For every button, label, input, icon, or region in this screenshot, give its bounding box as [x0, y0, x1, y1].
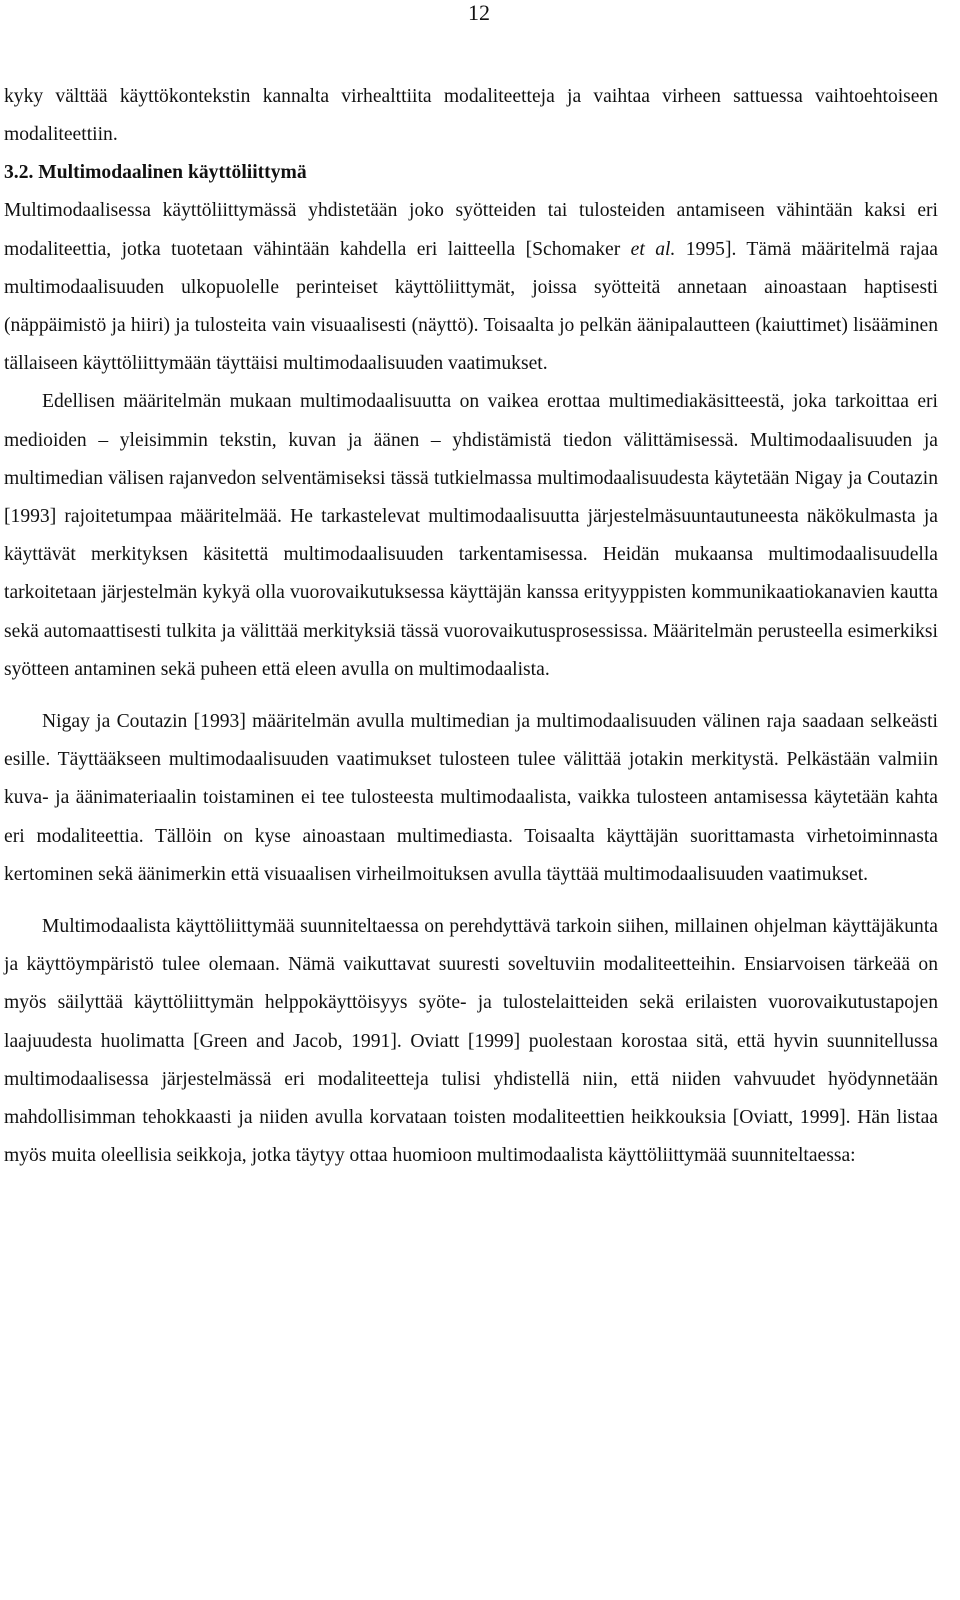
paragraph-nigay-coutaz: Nigay ja Coutazin [1993] määritelmän avulla multimedian ja multimodaalisuuden välinen raja saadaan selkeästi esille. Täyttääkseen multimodaalisuuden vaatimukset tulosteen tulee välittää jotakin merkitystä. Pelkästään valmiin kuva- ja äänimateriaalin toistaminen ei tee tulosteesta multimodaalista, vaikka tulosteen antamisessa käytetään kahta eri modaliteettia. Tällöin on kyse ainoastaan multimediasta. Toisaalta käyttäjän suorittamasta virhetoiminnasta kertominen sekä äänimerkin että visuaalisen virheilmoituksen avulla täyttää multimodaalisuuden vaatimukset.: [4, 711, 938, 885]
paragraph-definition-text-2: 1995]. Tämä määritelmä rajaa multimodaalisuuden ulkopuolelle perinteiset käyttöliittymät, joissa syötteitä annetaan ainoastaan haptisesti (näppäimistö ja hiiri) ja tulosteita vain visuaalisesti (näyttö). Toisaalta jo pelkän äänipalautteen (kaiuttimet) lisääminen tällaiseen käyttöliittymään täyttäisi multimodaalisuuden vaatimukset.: [4, 238, 938, 375]
paragraph-design-considerations: Multimodaalista käyttöliittymää suunniteltaessa on perehdyttävä tarkoin siihen, millainen ohjelman käyttäjäkunta ja käyttöympäristö tulee olemaan. Nämä vaikuttavat suuresti soveltuviin modaliteetteihin. Ensiarvoisen tärkeää on myös säilyttää käyttöliittymän helppokäyttöisyys syöte- ja tulostelaitteiden sekä erilaisten vuorovaikutustapojen laajuudesta huolimatta [Green and Jacob, 1991]. Oviatt [1999] puolestaan korostaa sitä, että hyvin suunnitellussa multimodaalisessa järjestelmässä eri modaliteetteja tulisi yhdistellä niin, että niiden vahvuudet hyödynnetään mahdollisimman tehokkaasti ja niiden avulla korvataan toisten modaliteettien heikkouksia [Oviatt, 1999]. Hän listaa myös muita oleellisia seikkoja, jotka täytyy ottaa huomioon multimodaalista käyttöliittymää suunniteltaessa:: [4, 916, 938, 1167]
citation-et-al: et al.: [630, 238, 676, 260]
intro-paragraph: kyky välttää käyttökontekstin kannalta virhealttiita modaliteetteja ja vaihtaa virheen sattuessa vaihtoehtoiseen modaliteettiin.: [4, 86, 938, 146]
paragraph-definition: [4, 192, 938, 383]
page-number: 12: [468, 0, 490, 25]
paragraph-definition-text-1: Multimodaalisessa käyttöliittymässä yhdistetään joko syötteiden tai tulosteiden antamiseen vähintään kaksi eri modaliteettia, jotka tuotetaan vähintään kahdella eri laitteella [Schomaker: [4, 200, 938, 260]
paragraph-multimedia-distinction: Edellisen määritelmän mukaan multimodaalisuutta on vaikea erottaa multimediakäsitteestä, joka tarkoittaa eri medioiden – yleisimmin tekstin, kuvan ja äänen – yhdistämistä tiedon välittämisessä. Multimodaalisuuden ja multimedian välisen rajanvedon selventämiseksi tässä tutkielmassa multimodaalisuudesta käytetään Nigay ja Coutazin [1993] rajoitetumpaa määritelmää. He tarkastelevat multimodaalisuutta järjestelmäsuuntautuneesta näkökulmasta ja käyttävät merkityksen käsitettä multimodaalisuuden tarkentamisessa. Heidän mukaansa multimodaalisuudella tarkoitetaan järjestelmän kykyä olla vuorovaikutuksessa käyttäjän kanssa erityyppisten kommunikaatiokanavien kautta sekä automaattisesti tulkita ja välittää merkityksiä tässä vuorovaikutusprosessissa. Määritelmän perusteella esimerkiksi syötteen antaminen sekä puheen että eleen avulla on multimodaalista.: [4, 391, 938, 680]
document-body: [4, 78, 938, 1175]
section-heading: 3.2. Multimodaalinen käyttöliittymä: [4, 162, 307, 184]
